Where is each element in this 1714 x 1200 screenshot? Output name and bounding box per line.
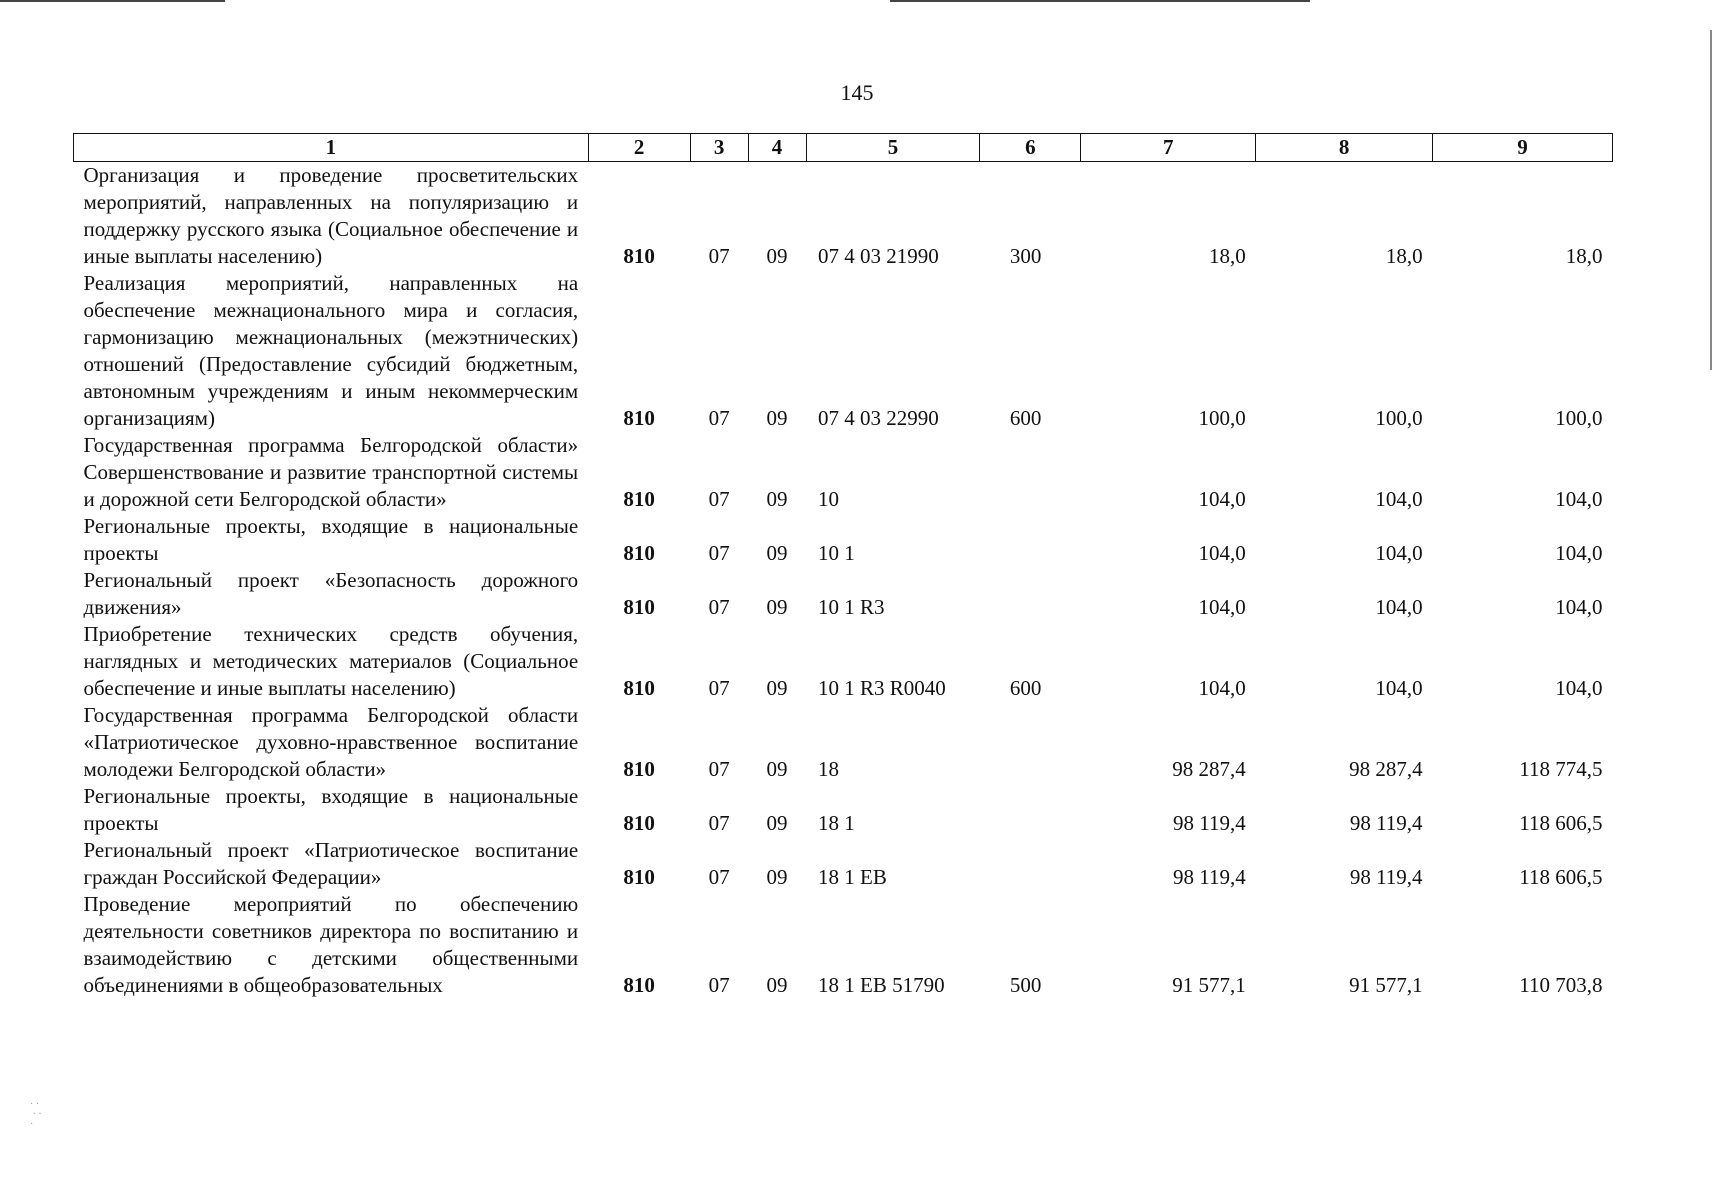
cell-amount-col8: 98 287,4 xyxy=(1349,757,1423,781)
cell-section: 07 xyxy=(708,973,730,997)
cell-subsection: 09 xyxy=(766,541,788,565)
cell-amount-col9: 100,0 xyxy=(1555,406,1603,430)
page-number: 145 xyxy=(840,80,874,105)
cell-amount-col7: 104,0 xyxy=(1198,541,1246,565)
table-header-row xyxy=(74,134,1613,162)
cell-amount-col9: 104,0 xyxy=(1555,487,1603,511)
column-header-3: 3 xyxy=(690,134,748,162)
scan-edge-line-center xyxy=(890,0,1310,2)
cell-ministry-code: 810 xyxy=(623,865,655,889)
cell-ministry-code: 810 xyxy=(623,757,655,781)
column-header-9: 9 xyxy=(1433,134,1613,162)
cell-target-article: 07 4 03 22990 xyxy=(818,406,939,430)
table-row xyxy=(74,162,1613,271)
cell-amount-col8: 98 119,4 xyxy=(1349,811,1423,835)
cell-amount-col9: 104,0 xyxy=(1555,595,1603,619)
cell-target-article: 10 1 R3 xyxy=(818,595,885,619)
cell-amount-col7: 98 119,4 xyxy=(1172,811,1246,835)
cell-expense-type xyxy=(980,837,1081,891)
row-name: Региональные проекты, входящие в национальные проекты xyxy=(83,514,579,565)
cell-expense-type xyxy=(980,702,1081,783)
cell-expense-type: 300 xyxy=(1009,244,1042,268)
column-header-1: 1 xyxy=(74,134,589,162)
cell-amount-col8: 104,0 xyxy=(1375,541,1423,565)
cell-target-article: 18 xyxy=(818,757,839,781)
cell-amount-col7: 104,0 xyxy=(1198,487,1246,511)
row-name: Региональные проекты, входящие в национальные проекты xyxy=(83,784,579,835)
cell-amount-col9: 110 703,8 xyxy=(1519,973,1603,997)
cell-amount-col7: 91 577,1 xyxy=(1172,973,1246,997)
cell-target-article: 10 xyxy=(818,487,839,511)
column-header-2: 2 xyxy=(588,134,690,162)
row-name: Государственная программа Белгородской области «Патриотическое духовно-нравственное воспитание молодежи Белгородской области» xyxy=(83,703,579,781)
cell-target-article: 07 4 03 21990 xyxy=(818,244,939,268)
cell-amount-col7: 104,0 xyxy=(1198,595,1246,619)
cell-amount-col7: 104,0 xyxy=(1198,676,1246,700)
cell-ministry-code: 810 xyxy=(623,541,655,565)
cell-expense-type: 600 xyxy=(1009,676,1042,700)
cell-ministry-code: 810 xyxy=(623,973,655,997)
cell-target-article: 18 1 EB xyxy=(818,865,887,889)
row-name: Региональный проект «Патриотическое воспитание граждан Российской Федерации» xyxy=(83,838,579,889)
cell-subsection: 09 xyxy=(766,865,788,889)
cell-subsection: 09 xyxy=(766,811,788,835)
column-header-4: 4 xyxy=(748,134,806,162)
cell-subsection: 09 xyxy=(766,406,788,430)
table-row xyxy=(74,891,1613,999)
table-row xyxy=(74,837,1613,891)
table-row xyxy=(74,432,1613,513)
cell-section: 07 xyxy=(708,757,730,781)
cell-ministry-code: 810 xyxy=(623,487,655,511)
cell-amount-col8: 98 119,4 xyxy=(1349,865,1423,889)
cell-amount-col7: 100,0 xyxy=(1198,406,1246,430)
cell-amount-col8: 18,0 xyxy=(1385,244,1423,268)
cell-target-article: 10 1 R3 R0040 xyxy=(818,676,946,700)
row-name: Государственная программа Белгородской области» Совершенствование и развитие транспортной системы и дорожной сети Белгородской области» xyxy=(83,433,579,511)
cell-expense-type xyxy=(980,432,1081,513)
cell-section: 07 xyxy=(708,541,730,565)
cell-expense-type: 600 xyxy=(1009,406,1042,430)
budget-table xyxy=(73,133,1613,999)
table-row xyxy=(74,702,1613,783)
column-header-5: 5 xyxy=(806,134,980,162)
table-row xyxy=(74,567,1613,621)
column-header-8: 8 xyxy=(1256,134,1433,162)
cell-amount-col7: 98 287,4 xyxy=(1172,757,1246,781)
table-row xyxy=(74,621,1613,702)
cell-amount-col9: 18,0 xyxy=(1565,244,1603,268)
cell-amount-col9: 104,0 xyxy=(1555,541,1603,565)
cell-expense-type xyxy=(980,513,1081,567)
cell-subsection: 09 xyxy=(766,244,788,268)
cell-target-article: 18 1 EB 51790 xyxy=(818,973,945,997)
cell-section: 07 xyxy=(708,244,730,268)
cell-amount-col9: 118 774,5 xyxy=(1519,757,1603,781)
column-header-6: 6 xyxy=(980,134,1081,162)
cell-amount-col9: 104,0 xyxy=(1555,676,1603,700)
cell-amount-col8: 104,0 xyxy=(1375,676,1423,700)
row-name: Реализация мероприятий, направленных на обеспечение межнационального мира и согласия, гармонизацию межнациональных (межэтнических) отношений (Предоставление субсидий бюджетным, автономным учреждениям и иным некоммерческим организациям) xyxy=(83,271,579,430)
cell-ministry-code: 810 xyxy=(623,595,655,619)
cell-subsection: 09 xyxy=(766,595,788,619)
cell-amount-col9: 118 606,5 xyxy=(1519,811,1603,835)
cell-ministry-code: 810 xyxy=(623,676,655,700)
cell-section: 07 xyxy=(708,487,730,511)
cell-amount-col7: 98 119,4 xyxy=(1172,865,1246,889)
table-row xyxy=(74,783,1613,837)
cell-subsection: 09 xyxy=(766,487,788,511)
cell-section: 07 xyxy=(708,865,730,889)
row-name: Проведение мероприятий по обеспечению деятельности советников директора по воспитанию и взаимодействию с детскими общественными объединениями в общеобразовательных xyxy=(83,892,579,997)
cell-ministry-code: 810 xyxy=(623,244,655,268)
table-row xyxy=(74,270,1613,432)
cell-subsection: 09 xyxy=(766,757,788,781)
cell-subsection: 09 xyxy=(766,973,788,997)
row-name: Региональный проект «Безопасность дорожного движения» xyxy=(83,568,579,619)
cell-amount-col8: 91 577,1 xyxy=(1349,973,1423,997)
row-name: Приобретение технических средств обучения, наглядных и методических материалов (Социальное обеспечение и иные выплаты населению) xyxy=(83,622,579,700)
table-row xyxy=(74,513,1613,567)
cell-subsection: 09 xyxy=(766,676,788,700)
cell-amount-col8: 104,0 xyxy=(1375,487,1423,511)
cell-amount-col8: 100,0 xyxy=(1375,406,1423,430)
cell-section: 07 xyxy=(708,676,730,700)
cell-amount-col7: 18,0 xyxy=(1208,244,1246,268)
cell-expense-type xyxy=(980,783,1081,837)
scan-edge-line-left xyxy=(0,0,225,2)
row-name: Организация и проведение просветительских мероприятий, направленных на популяризацию и поддержку русского языка (Социальное обеспечение и иные выплаты населению) xyxy=(83,163,579,268)
cell-section: 07 xyxy=(708,811,730,835)
cell-amount-col8: 104,0 xyxy=(1375,595,1423,619)
column-header-7: 7 xyxy=(1081,134,1256,162)
cell-section: 07 xyxy=(708,595,730,619)
cell-ministry-code: 810 xyxy=(623,406,655,430)
cell-target-article: 18 1 xyxy=(818,811,855,835)
cell-section: 07 xyxy=(708,406,730,430)
scan-artifact-dots: · · · · · xyxy=(30,1099,42,1130)
cell-expense-type xyxy=(980,567,1081,621)
cell-ministry-code: 810 xyxy=(623,811,655,835)
cell-amount-col9: 118 606,5 xyxy=(1519,865,1603,889)
cell-expense-type: 500 xyxy=(1009,973,1042,997)
cell-target-article: 10 1 xyxy=(818,541,855,565)
